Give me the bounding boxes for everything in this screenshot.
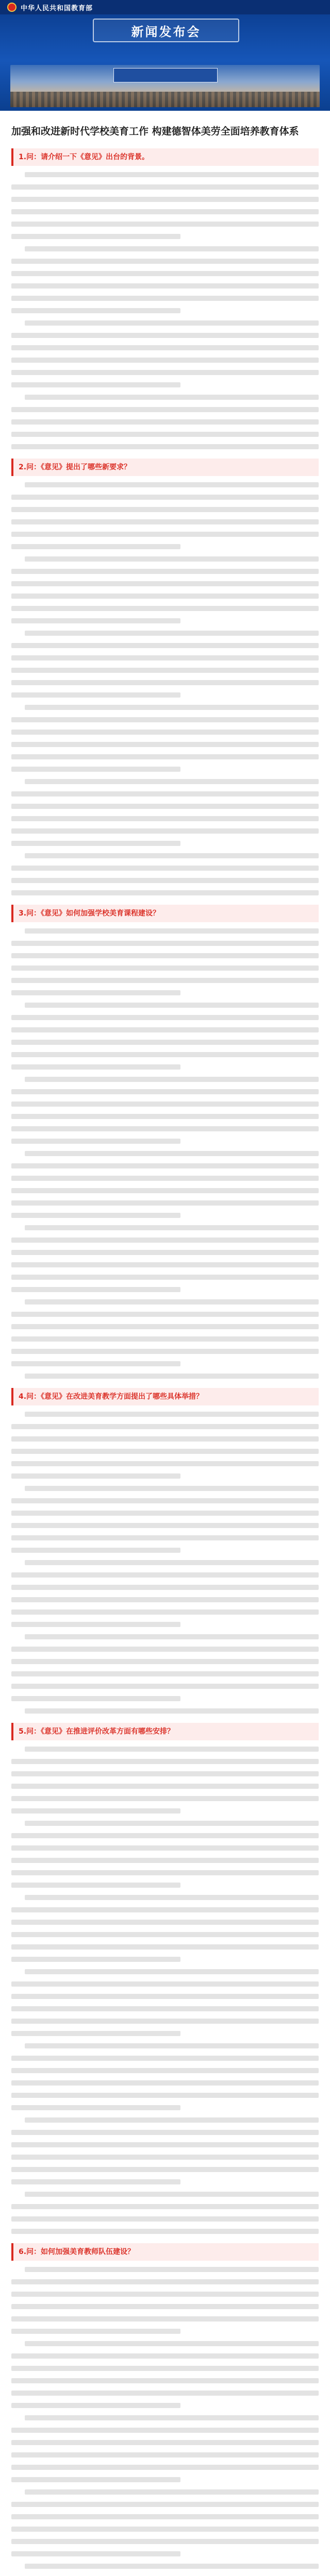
text-line [11,816,319,821]
text-line [11,1659,319,1664]
text-line [11,2452,319,2458]
text-line [11,1957,180,1962]
text-line [11,1907,319,1912]
text-line [11,432,319,437]
text-line [11,1883,180,1888]
text-line [11,953,319,958]
text-line [25,1708,319,1714]
question-heading: 2.问：《意见》提出了哪些新要求？ [11,459,319,476]
text-line [11,1027,319,1032]
text-line [25,172,319,177]
text-line [11,978,319,983]
stage-backdrop [113,68,218,82]
answer-text-block [11,928,319,1379]
text-line [11,767,180,772]
text-line [11,754,319,759]
text-line [11,730,319,735]
text-line [11,1238,319,1243]
text-line [25,1374,319,1379]
text-line [11,2551,180,2556]
text-line [11,1336,319,1342]
text-line [11,2539,319,2544]
text-line [11,2391,319,2396]
answer-text-block [11,172,319,449]
text-line [11,1188,319,1193]
text-line [11,1473,180,1479]
text-line [11,1535,319,1540]
text-line [11,804,319,809]
text-line [25,2267,319,2272]
text-line [11,2080,319,2086]
text-line [11,507,319,512]
text-line [11,1089,319,1094]
text-line [11,419,319,425]
text-line [11,828,319,834]
text-line [11,2527,319,2532]
text-line [11,1275,319,1280]
text-line [11,1523,319,1528]
text-line [11,209,319,214]
question-heading: 4.问：《意见》在改进美育教学方面提出了哪些具体举措？ [11,1388,319,1405]
text-line [25,1412,319,1417]
text-line [11,2316,319,2321]
text-line [11,2019,319,2024]
text-line [11,2204,319,2209]
text-line [11,1449,319,1454]
text-line [11,569,319,574]
text-line [11,1312,319,1317]
text-line [11,519,319,524]
banner-title: 新闻发布会 [93,19,239,42]
text-line [25,1747,319,1752]
text-line [11,271,319,276]
text-line [11,606,319,611]
text-line [25,246,319,251]
qa-list [11,148,319,2576]
text-line [11,1796,319,1801]
text-line [11,1981,319,1987]
text-line [11,2366,319,2371]
question-heading: 6.问：如何加强美育教师队伍建设？ [11,2243,319,2261]
text-line [11,532,319,537]
text-line [25,1486,319,1491]
text-line [25,928,319,934]
text-line [25,1003,319,1008]
text-line [11,2514,319,2519]
text-line [25,2192,319,2197]
text-line [11,692,180,698]
text-line [11,1498,319,1503]
text-line [11,1424,319,1429]
text-line [11,1572,319,1578]
text-line [11,594,319,599]
text-line [11,668,319,673]
text-line [11,222,319,227]
text-line [11,2428,319,2433]
text-line [25,2489,319,2495]
text-line [25,2564,319,2569]
text-line [25,1077,319,1082]
text-line [25,1969,319,1974]
text-line [11,2155,319,2160]
text-line [11,1250,319,1255]
text-line [11,1139,180,1144]
text-line [11,1015,319,1020]
text-line [25,1634,319,1639]
article-content [11,124,319,2576]
text-line [11,2465,319,2470]
text-line [11,1784,319,1789]
text-line [11,2006,319,2011]
text-line [11,2502,319,2507]
text-line [11,2378,319,2383]
text-line [11,1622,180,1627]
text-line [11,2056,319,2061]
text-line [11,1176,319,1181]
text-line [25,2043,319,2048]
ministry-name: 中华人民共和国教育部 [21,4,93,12]
text-line [11,1647,319,1652]
text-line [11,358,319,363]
text-line [11,1759,319,1764]
text-line [11,1287,180,1292]
text-line [11,1548,180,1553]
text-line [11,1671,319,1676]
text-line [11,1040,319,1045]
text-line [11,495,319,500]
answer-text-block [11,482,319,895]
text-line [11,643,319,648]
text-line [11,1200,319,1206]
text-line [11,1684,319,1689]
text-line [11,990,180,995]
text-line [11,941,319,946]
text-line [11,1771,319,1776]
text-line [11,382,180,387]
text-line [25,779,319,784]
text-line [11,2477,180,2482]
text-line [11,1858,319,1863]
text-line [11,1994,319,1999]
text-line [11,444,319,449]
article-title: 加强和改进新时代学校美育工作 构建德智体美劳全面培养教育体系 [11,126,299,137]
press-conference-photo [10,65,320,107]
text-line [11,296,319,301]
text-line [11,370,319,375]
text-line [11,1597,319,1602]
text-line [25,631,319,636]
text-line [11,1833,319,1838]
audience-seats [10,92,320,107]
text-line [11,1361,180,1366]
text-line [11,1808,180,1814]
text-line [11,1349,319,1354]
text-line [11,2130,319,2135]
text-line [11,1932,319,1937]
text-line [11,308,180,313]
text-line [25,1151,319,1156]
text-line [11,1114,319,1119]
text-line [11,197,319,202]
text-line [25,1225,319,1230]
text-line [11,655,319,660]
text-line [11,680,319,685]
text-line [11,890,319,895]
text-line [11,2279,319,2284]
text-line [11,1064,180,1070]
text-line [11,1324,319,1329]
text-line [25,853,319,858]
text-line [11,1052,319,1057]
text-line [11,1213,180,1218]
text-line [11,2179,180,2184]
text-line [11,283,319,289]
text-line [11,2216,319,2222]
text-line [11,1944,319,1950]
text-line [11,1870,319,1875]
text-line [11,1845,319,1851]
text-line [11,1262,319,1267]
text-line [25,2415,319,2420]
text-line [11,2031,180,2036]
text-line [25,556,319,562]
text-line [11,965,319,971]
text-line [11,544,180,549]
national-emblem-icon [7,3,16,12]
answer-text-block [11,2267,319,2576]
text-line [11,1163,319,1168]
text-line [11,581,319,586]
text-line [11,345,319,350]
text-line [11,234,180,239]
text-line [11,866,319,871]
text-line [25,395,319,400]
text-line [25,482,319,487]
text-line [11,2304,319,2309]
text-line [11,2167,319,2172]
text-line [11,878,319,883]
text-line [25,320,319,326]
text-line [11,1126,319,1131]
answer-text-block [11,1747,319,2234]
text-line [11,2353,319,2359]
banner-top-bar [0,0,330,14]
text-line [11,184,319,190]
text-line [11,2229,319,2234]
text-line [11,791,319,796]
text-line [25,1895,319,1900]
text-line [11,1920,319,1925]
text-line [11,618,180,623]
question-heading: 5.问：《意见》在推进评价改革方面有哪些安排？ [11,1723,319,1740]
text-line [11,2068,319,2073]
text-line [11,259,319,264]
text-line [11,717,319,722]
text-line [11,1585,319,1590]
answer-text-block [11,1412,319,1714]
text-line [11,2440,319,2445]
text-line [11,2142,319,2147]
question-heading: 3.问：《意见》如何加强学校美育课程建设？ [11,905,319,922]
text-line [25,1299,319,1304]
text-line [25,1560,319,1565]
text-line [11,2403,180,2408]
text-line [11,1609,319,1615]
text-line [25,2117,319,2123]
text-line [11,2105,180,2110]
text-line [11,2292,319,2297]
text-line [11,1101,319,1107]
text-line [11,742,319,747]
text-line [11,1436,319,1442]
text-line [11,2093,319,2098]
text-line [11,2329,180,2334]
text-line [11,1461,319,1466]
header-banner [0,0,330,111]
text-line [25,1821,319,1826]
text-line [11,1696,180,1701]
text-line [11,407,319,412]
text-line [11,333,319,338]
question-heading: 1.问：请介绍一下《意见》出台的背景。 [11,148,319,166]
text-line [11,1511,319,1516]
text-line [25,705,319,710]
text-line [11,841,180,846]
text-line [25,2341,319,2346]
